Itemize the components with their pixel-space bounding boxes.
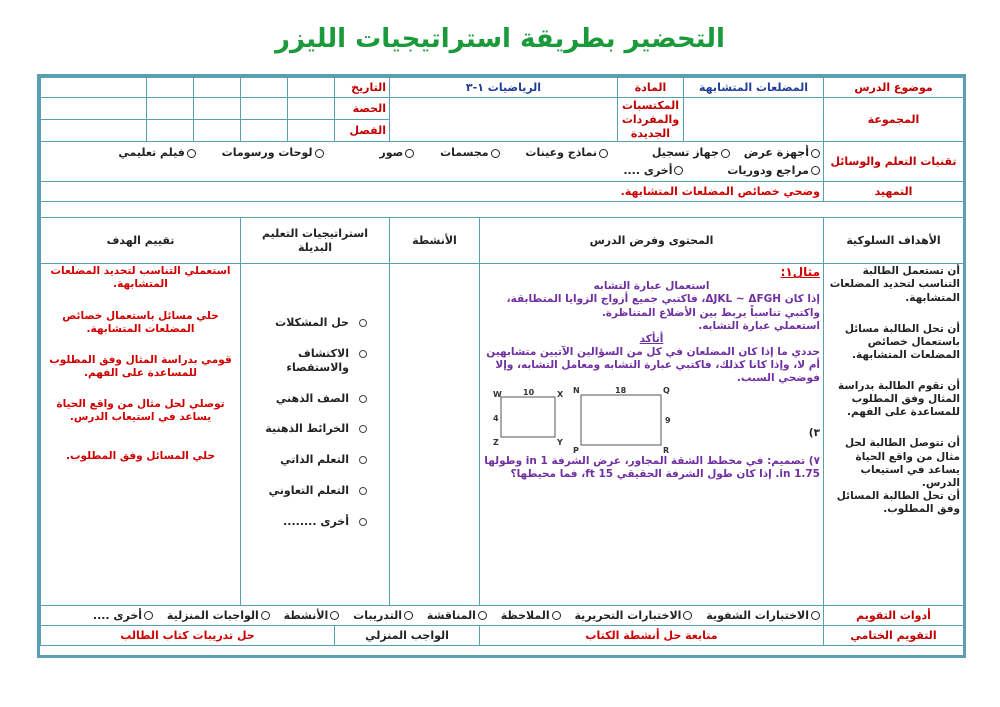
check-title: أتأكد: [639, 332, 664, 345]
lesson-plan-frame: [37, 74, 966, 658]
strategy-item[interactable]: الصف الذهني: [244, 392, 367, 406]
blank-cell: [41, 78, 147, 98]
subject-label: المادة: [618, 78, 684, 98]
tool-option[interactable]: فيلم تعليمي: [118, 146, 195, 159]
col-content: المحتوى وفرض الدرس: [480, 218, 824, 264]
vocab-label: المكتسبات والمفردات الجديدة: [618, 98, 684, 142]
col-assessment: تقييم الهدف: [41, 218, 241, 264]
fig-label: Y: [557, 438, 563, 448]
fig-label: 18: [615, 386, 627, 396]
eval-option[interactable]: الاختبارات الشفوية: [706, 609, 820, 622]
col-objectives: الأهداف السلوكية: [824, 218, 964, 264]
tool-option[interactable]: جهاز تسجيل: [652, 146, 730, 159]
tools-options: [41, 142, 824, 182]
tool-option[interactable]: مجسمات: [440, 146, 500, 159]
example-text2: استعملي عبارة التشابه.: [698, 319, 820, 332]
similar-rectangles-figure: [493, 385, 693, 455]
period-label: الحصة: [335, 98, 390, 120]
fig-label: R: [663, 446, 670, 456]
class-label: الفصل: [335, 120, 390, 142]
topic-value: المضلعات المتشابهة: [684, 78, 824, 98]
fig-label: 9: [665, 416, 671, 426]
objectives-cell: أن تستعمل الطالبة التناسب لتحديد المضلعات المتشابهة. أن تحل الطالبة مسائل باستعمال خصائص المضلعات المتشابهة. أن تقوم الطالبة بدراسة المثال وفق المطلوب للمساعدة على الفهم. أن تتوصل الطالبة لحل مثال من واقع الحياة يساعد في استيعاب الدرس. أن تحل الطالبة المسائل وفق المطلوب.: [824, 264, 964, 606]
strategy-item[interactable]: الاكتشاف والاستقصاء: [244, 347, 367, 375]
blank-cell: [288, 78, 335, 98]
tool-option[interactable]: صور: [379, 146, 414, 159]
eval-option[interactable]: التدريبات: [353, 609, 413, 622]
intro-label: التمهيد: [824, 182, 964, 202]
vocab-value: [390, 98, 618, 142]
example-title: مثال١:: [780, 265, 820, 280]
q7-text: ٧) تصميم: في مخطط الشقة المجاور، عرض الشرفة 1 in وطولها 1.75 in. إذا كان طول الشرفة الحقيقي 15 ft، فما محيطها؟: [484, 455, 820, 481]
topic-label: موضوع الدرس: [824, 78, 964, 98]
date-label: التاريخ: [335, 78, 390, 98]
page-title: التحضير بطريقة استراتيجيات الليزر: [275, 24, 725, 54]
lesson-plan-table: [40, 77, 964, 646]
tool-option[interactable]: لوحات ورسومات: [222, 146, 324, 159]
fig-label: P: [573, 446, 579, 456]
example-text: إذا كان ΔJKL ~ ΔFGH، فاكتبي جميع أزواج الزوايا المتطابقة، واكتبي تناسباً يربط بين الأضلاع المتناظرة.: [506, 293, 820, 319]
content-cell: [480, 264, 824, 606]
tool-option[interactable]: مراجع ودوريات: [727, 164, 820, 177]
strategy-item[interactable]: التعلم الذاتي: [244, 453, 367, 467]
fig-label: W: [493, 390, 502, 400]
check-text: حددي ما إذا كان المضلعان في كل من السؤالين الآتيين متشابهين أم لا، وإذا كانا كذلك، فاكتبي عبارة التشابه ومعامل التشابه، وإلا فوضحي السبب.: [486, 345, 820, 385]
eval-option[interactable]: الأنشطة: [284, 609, 340, 622]
strategy-item[interactable]: أخرى ........: [244, 515, 367, 529]
fig-label: Q: [663, 386, 670, 396]
group-label: المجموعة: [824, 98, 964, 142]
fig-label: 10: [523, 388, 535, 398]
fig-label: N: [573, 386, 580, 396]
tool-option[interactable]: أخرى ....: [623, 164, 683, 177]
tool-option[interactable]: نماذج وعينات: [525, 146, 608, 159]
eval-option[interactable]: أخرى ....: [93, 609, 153, 622]
assessment-cell: استعملي التناسب لتحديد المضلعات المتشابهة. حلي مسائل باستعمال خصائص المضلعات المتشابهة. قومي بدراسة المثال وفق المطلوب للمساعدة على الفهم. توصلي لحل مثال من واقع الحياة يساعد في استيعاب الدرس. حلي المسائل وفق المطلوب.: [41, 264, 241, 606]
strategy-item[interactable]: حل المشكلات: [244, 316, 367, 330]
blank-cell: [147, 78, 194, 98]
fig-label: Z: [493, 438, 499, 448]
col-activities: الأنشطة: [390, 218, 480, 264]
fig-label: 4: [493, 414, 499, 424]
final-value: متابعة حل أنشطة الكتاب: [480, 626, 824, 646]
strategy-item[interactable]: التعلم التعاوني: [244, 484, 367, 498]
eval-option[interactable]: الواجبات المنزلية: [167, 609, 270, 622]
eval-option[interactable]: الاختبارات التحريرية: [575, 609, 693, 622]
group-value: [684, 98, 824, 142]
example-sub: استعمال عبارة التشابه: [593, 280, 710, 293]
activities-cell: [390, 264, 480, 606]
spacer-row: [41, 202, 964, 218]
homework-label: الواجب المنزلي: [335, 626, 480, 646]
fig-label: X: [557, 390, 564, 400]
eval-tools-options: [41, 606, 824, 626]
intro-text: وضحي خصائص المضلعات المتشابهة.: [41, 182, 824, 202]
blank-cell: [241, 78, 288, 98]
final-label: التقويم الختامي: [824, 626, 964, 646]
figure-area: ٣) W X Z Y 10 4 N Q P R 18 9: [493, 386, 820, 456]
eval-tools-label: أدوات التقويم: [824, 606, 964, 626]
blank-cell: [194, 78, 241, 98]
strategies-cell: [241, 264, 390, 606]
col-strategies: استراتيجيات التعليم البديلة: [241, 218, 390, 264]
eval-option[interactable]: الملاحظة: [501, 609, 561, 622]
eval-option[interactable]: المناقشة: [427, 609, 487, 622]
strategy-item[interactable]: الخرائط الذهنية: [244, 422, 367, 436]
tool-option[interactable]: أجهزة عرض: [744, 146, 820, 159]
tools-label: تقنيات التعلم والوسائل: [824, 142, 964, 182]
homework-value: حل تدريبات كتاب الطالب: [41, 626, 335, 646]
subject-value: الرياضيات ١-٣: [390, 78, 618, 98]
